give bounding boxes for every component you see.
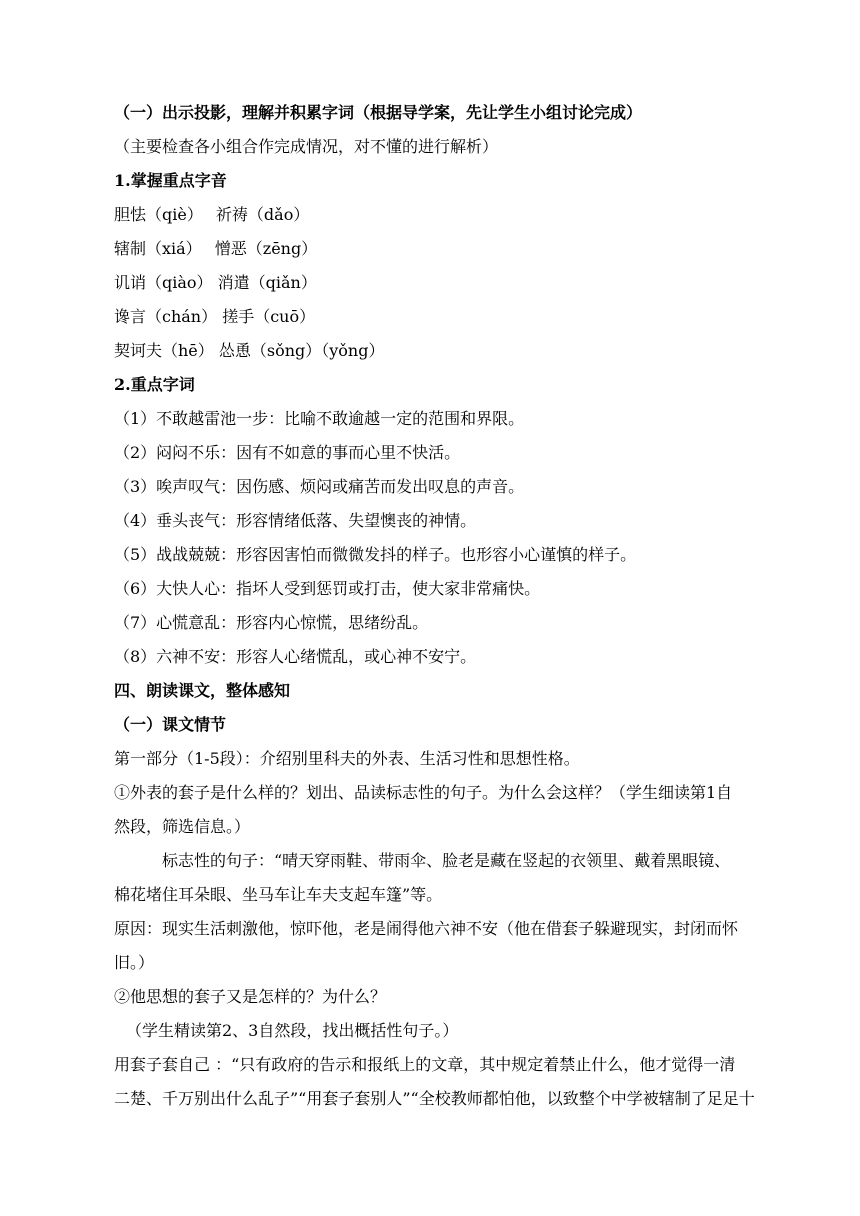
pronunciation-line: 胆怯（qiè） 祈祷（dǎo）	[114, 205, 310, 224]
vocabulary-line: （5）战战兢兢：形容因害怕而微微发抖的样子。也形容小心谨慎的样子。	[114, 545, 637, 564]
subheading-pronunciation: 1.掌握重点字音	[114, 171, 227, 190]
vocabulary-line: （3）唉声叹气：因伤感、烦闷或痛苦而发出叹息的声音。	[114, 477, 525, 496]
paragraph-line: 然段，筛选信息。）	[114, 817, 251, 836]
pronunciation-line: 讥诮（qiào） 消遣（qiǎn）	[114, 273, 317, 292]
pronunciation-line: 契诃夫（hē） 怂恿（sǒng）（yǒng）	[114, 341, 385, 360]
vocabulary-line: （6）大快人心：指坏人受到惩罚或打击，使大家非常痛快。	[114, 579, 541, 598]
paragraph-line: （学生精读第2、3自然段，找出概括性句子。）	[126, 1021, 459, 1040]
section-heading: 四、朗读课文，整体感知	[114, 681, 291, 700]
vocabulary-line: （7）心慌意乱：形容内心惊慌，思绪纷乱。	[114, 613, 429, 632]
paragraph-line: ②他思想的套子又是怎样的？为什么？	[114, 987, 387, 1006]
note-line: （主要检查各小组合作完成情况，对不懂的进行解析）	[114, 137, 499, 156]
paragraph-line: 旧。）	[114, 953, 155, 972]
paragraph-line: ①外表的套子是什么样的？划出、品读标志性的句子。为什么会这样？（学生细读第1自	[114, 783, 733, 802]
pronunciation-line: 谗言（chán） 搓手（cuō）	[114, 307, 316, 326]
subheading-vocabulary: 2.重点字词	[114, 375, 195, 394]
paragraph-line: 用套子套自己 ：“只有政府的告示和报纸上的文章，其中规定着禁止什么，他才觉得一清	[114, 1055, 736, 1074]
vocabulary-line: （4）垂头丧气：形容情绪低落、失望懊丧的神情。	[114, 511, 477, 530]
paragraph-line: 二楚、千万别出什么乱子”“用套子套别人”“全校教师都怕他，以致整个中学被辖制了足足十	[114, 1089, 755, 1108]
vocabulary-line: （1）不敢越雷池一步：比喻不敢逾越一定的范围和界限。	[114, 409, 525, 428]
subheading-plot: （一）课文情节	[114, 715, 227, 734]
paragraph-line: 原因：现实生活刺激他，惊吓他，老是闹得他六神不安（他在借套子躲避现实，封闭而怀	[114, 919, 739, 938]
vocabulary-line: （2）闷闷不乐：因有不如意的事而心里不快活。	[114, 443, 461, 462]
paragraph-line: 第一部分（1-5段）：介绍别里科夫的外表、生活习性和思想性格。	[114, 749, 580, 768]
paragraph-line: 棉花堵住耳朵眼、坐马车让车夫支起车篷”等。	[114, 885, 443, 904]
pronunciation-line: 辖制（xiá） 憎恶（zēng）	[114, 239, 318, 258]
section-heading: （一）出示投影，理解并积累字词（根据导学案，先让学生小组讨论完成）	[114, 103, 643, 122]
vocabulary-line: （8）六神不安：形容人心绪慌乱，或心神不安宁。	[114, 647, 477, 666]
paragraph-line: 标志性的句子：“晴天穿雨鞋、带雨伞、脸老是藏在竖起的衣领里、戴着黑眼镜、	[162, 851, 731, 870]
